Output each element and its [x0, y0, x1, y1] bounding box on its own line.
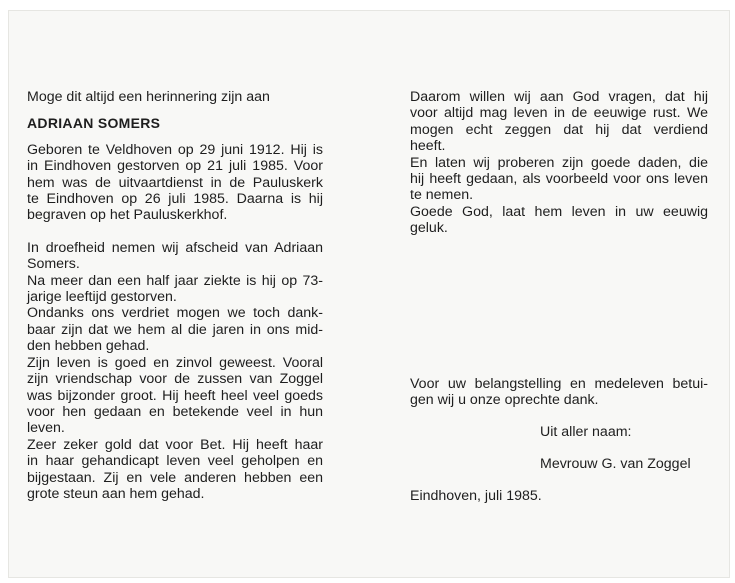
biography-paragraph: [27, 142, 323, 224]
text-line: gen wij u onze oprechte dank.: [410, 392, 599, 409]
text-line: Goede God, laat hem leven in uw eeuwig: [410, 203, 708, 220]
prayer-paragraph: [410, 89, 708, 237]
text-line: grote steun aan hem gehad.: [27, 485, 205, 502]
text-line: jarige leeftijd gestorven.: [27, 289, 177, 306]
text-line: hem was de uitvaartdienst in de Pauluskerk: [27, 174, 323, 191]
signatory-name: Mevrouw G. van Zoggel: [540, 456, 691, 472]
text-line: heeft.: [410, 138, 446, 155]
text-line: geluk.: [410, 220, 448, 237]
text-line: te Eindhoven op 26 juli 1985. Daarna is hij: [27, 191, 323, 208]
text-line: En laten wij proberen zijn goede daden, die: [410, 154, 708, 171]
text-line: zijn vriendschap voor de zussen van Zoggel: [27, 371, 323, 388]
text-line: in Eindhoven gestorven op 21 juli 1985. Voor: [27, 158, 323, 175]
text-line: baar zijn dat we hem al die jaren in ons mid-: [27, 321, 323, 338]
farewell-paragraph: [27, 240, 323, 503]
text-line: bijgestaan. Zij en vele anderen hebben een: [27, 469, 323, 486]
text-line: In droefheid nemen wij afscheid van Adriaan: [27, 239, 323, 256]
text-line: leven.: [27, 420, 65, 437]
text-line: voor altijd mag leven in de eeuwige rust. We: [410, 105, 708, 122]
sign-label: Uit aller naam:: [540, 424, 632, 440]
text-line: mogen echt zeggen dat hij dat verdiend: [410, 121, 708, 138]
text-line: Daarom willen wij aan God vragen, dat hij: [410, 89, 708, 105]
intro-text: Moge dit altijd een herinnering zijn aan: [27, 89, 270, 105]
text-line: Zeer zeker gold dat voor Bet. Hij heeft haar: [27, 436, 323, 453]
text-line: Voor uw belangstelling en medeleven betui-: [410, 376, 708, 392]
text-line: Somers.: [27, 256, 80, 273]
text-line: voor hen gedaan en betekende veel in hun: [27, 403, 323, 420]
deceased-name: ADRIAAN SOMERS: [27, 115, 161, 132]
text-line: Geboren te Veldhoven op 29 juni 1912. Hij is: [27, 141, 323, 158]
text-line: Zijn leven is goed en zinvol geweest. Vooral: [27, 354, 323, 371]
left-panel: [27, 89, 323, 502]
text-line: den hebben gehad.: [27, 338, 150, 355]
text-line: Ondanks ons verdriet mogen we toch dank-: [27, 305, 323, 322]
text-line: hij heeft gedaan, als voorbeeld voor ons leven: [410, 171, 708, 188]
place-and-date: Eindhoven, juli 1985.: [410, 488, 542, 504]
text-line: in haar gehandicapt leven veel geholpen en: [27, 453, 323, 470]
text-line: te nemen.: [410, 187, 474, 204]
text-line: Na meer dan een half jaar ziekte is hij op 73-: [27, 272, 323, 289]
thanks-paragraph: [410, 376, 708, 409]
text-line: was bijzonder groot. Hij heeft heel veel goeds: [27, 387, 323, 404]
text-line: begraven op het Pauluskerkhof.: [27, 207, 228, 224]
